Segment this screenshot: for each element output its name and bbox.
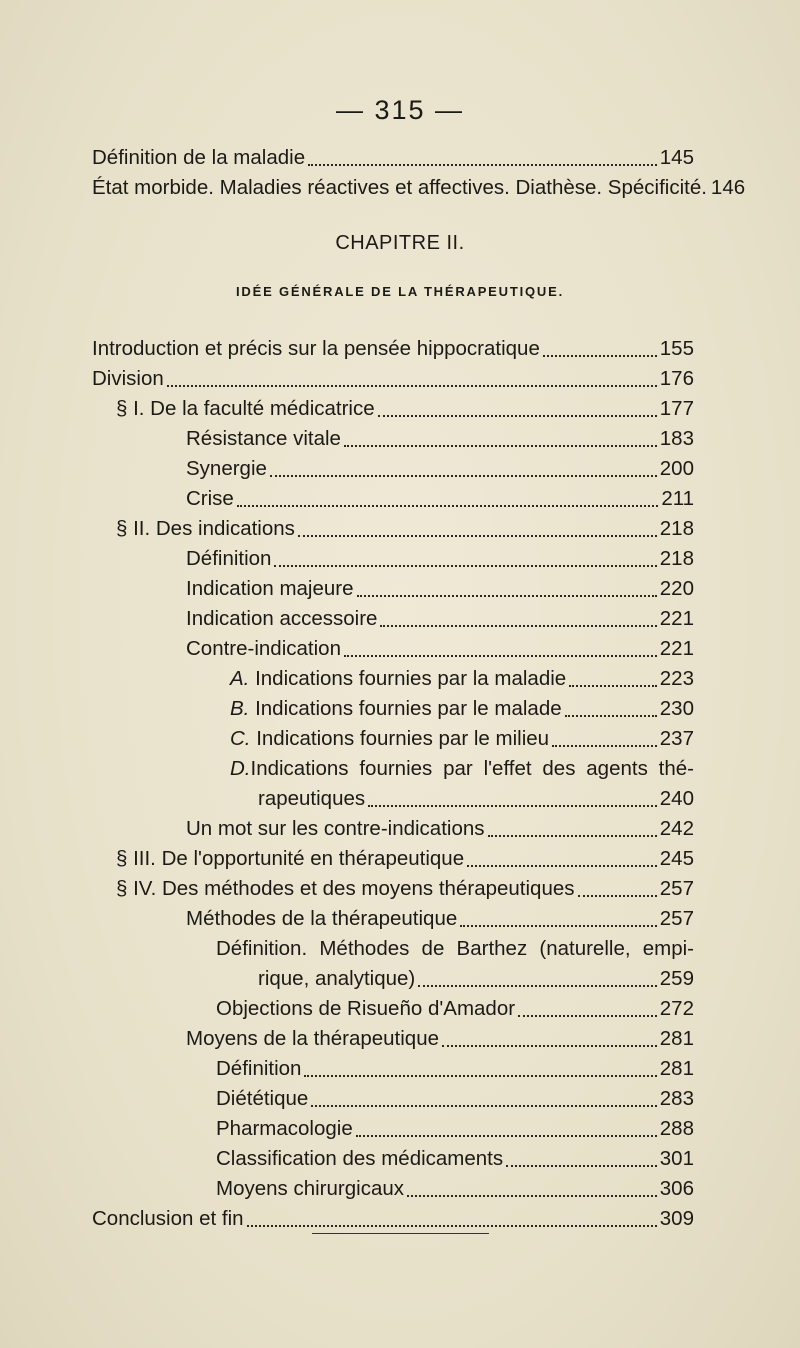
toc-entry [186,604,694,634]
leader-dots [378,415,657,417]
toc-entry-text: Méthodes de la thérapeutique [186,907,458,930]
toc-entry [116,514,694,544]
leader-dots [167,385,657,387]
toc-entry-page: 272 [659,997,694,1020]
toc-entry-label [216,1144,503,1174]
leader-dots [368,805,657,807]
toc-entry-letter: D. [230,757,251,780]
leader-dots [518,1015,657,1017]
toc-entry-page: 221 [659,637,694,660]
leader-dots [304,1075,656,1077]
toc-entry [186,544,694,574]
toc-entry-page: 237 [659,727,694,750]
toc-entry-label [186,604,377,634]
toc-entry-page: 259 [659,967,694,990]
toc-entry-page: 221 [659,607,694,630]
toc-entry [116,394,694,424]
toc-entry-label [92,334,540,364]
toc-entry-label [116,874,575,904]
toc-entry-text: Indications fournies par l'effet des agents thé- [250,757,694,780]
toc-entry [216,1114,694,1144]
leader-dots [344,445,657,447]
toc-entry [186,424,694,454]
leader-dots [311,1105,656,1107]
toc-entry-text: Moyens chirurgicaux [216,1177,404,1200]
toc-entry [116,874,694,904]
leader-dots [467,865,657,867]
toc-entry-label [186,814,485,844]
toc-entry-label [216,934,694,964]
toc-entry-page: 281 [659,1027,694,1050]
toc-entry-text: Résistance vitale [186,427,341,450]
toc-entry [258,964,694,994]
toc-entry [186,814,694,844]
toc-entry-text: Contre-indication [186,637,341,660]
leader-dots [298,535,657,537]
toc-entry-label [230,694,562,724]
toc-entry-label [216,1114,353,1144]
toc-entry-page: 309 [659,1207,694,1230]
toc-entry-label [186,634,341,664]
toc-entry-text: rapeutiques [258,787,366,810]
toc-entry-text: Division [92,367,164,390]
toc-entry-text: Définition [186,547,272,570]
toc-entry-label [186,1024,439,1054]
leader-dots [543,355,657,357]
leader-dots [418,985,657,987]
leader-dots [442,1045,657,1047]
toc-entry-text: Un mot sur les contre-indications [186,817,485,840]
toc-entry-text: Synergie [186,457,267,480]
toc-entry-text: Indications fournies par le malade [255,697,562,720]
toc-entry-page: 306 [659,1177,694,1200]
leader-dots [357,595,657,597]
chapter-title: CHAPITRE II. [335,232,465,254]
toc-entry-label [116,514,295,544]
toc-entry-text: Indications fournies par le milieu [256,727,550,750]
toc-entry-page: 200 [659,457,694,480]
toc-entry-page: 155 [659,337,694,360]
toc-entry-text: Pharmacologie [216,1117,353,1140]
leader-dots [565,715,657,717]
toc-entry-page: 230 [659,697,694,720]
toc-entry [116,844,694,874]
toc-entry-page: 257 [659,877,694,900]
toc-entry-label: État morbide. Maladies réactives et affectives. Diathèse. Spécificité. [92,176,707,199]
toc-entry-text: Conclusion et fin [92,1207,244,1230]
toc-entry [230,754,694,784]
toc-entry-label [186,484,234,514]
toc-entry [92,173,746,203]
toc-entry-page: 242 [659,817,694,840]
leader-dots [506,1165,657,1167]
toc-entry [92,364,694,394]
toc-entry-label [216,1174,404,1204]
toc-entry-label [186,904,457,934]
leader-dots [460,925,657,927]
toc-entry-page: 223 [659,667,694,690]
toc-entry-text: Définition [216,1057,302,1080]
toc-entry-label [186,574,354,604]
toc-entry-page: 281 [659,1057,694,1080]
toc-entry [216,1144,694,1174]
toc-entry-page: 183 [659,427,694,450]
toc-entry-label [216,1084,308,1114]
toc-entry [186,904,694,934]
toc-entry-page: 177 [659,397,694,420]
toc-entry-page: 257 [659,907,694,930]
toc-entry-page: 301 [659,1147,694,1170]
toc-entry-text: Moyens de la thérapeutique [186,1027,440,1050]
toc-entry [216,1174,694,1204]
leader-dots [552,745,657,747]
leader-dots [274,565,656,567]
toc-entry [258,784,694,814]
leader-dots [569,685,657,687]
toc-entry-page: 220 [659,577,694,600]
toc-entry-text: § II. Des indications [116,517,295,540]
leader-dots [344,655,657,657]
toc-entry-label [230,724,549,754]
leader-dots [356,1135,657,1137]
leader-dots [407,1195,657,1197]
toc-entry-text: Objections de Risueño d'Amador [216,997,516,1020]
toc-entry-label [230,754,694,784]
toc-entry-page: 245 [659,847,694,870]
toc-entry [92,334,694,364]
toc-entry-text: Diététique [216,1087,309,1110]
toc-entry-page: 211 [661,487,694,510]
toc-entry-text: Introduction et précis sur la pensée hippocratique [92,337,540,360]
toc-entry-page: 283 [659,1087,694,1110]
toc-entry-page: 240 [659,787,694,810]
toc-entry-page: 146 [710,176,746,199]
toc-entry [216,994,694,1024]
leader-dots [270,475,657,477]
toc-entry [186,1024,694,1054]
toc-entry-page: 176 [659,367,694,390]
toc-entry [216,1054,694,1084]
toc-entry-page: 218 [659,547,694,570]
toc-entry-label [92,364,164,394]
leader-dots [380,625,656,627]
toc-entry-label [186,424,341,454]
toc-entry-text: § III. De l'opportunité en thérapeutique [116,847,465,870]
toc-entry [186,484,694,514]
leader-dots [237,505,658,507]
toc-entry-text: Indications fournies par la maladie [255,667,567,690]
toc-entry-letter: A. [230,667,256,690]
toc-entry-text: Crise [186,487,234,510]
toc-entry-label [186,454,267,484]
toc-entry-text: Classification des médicaments [216,1147,504,1170]
toc-entry-page: 218 [659,517,694,540]
toc-entry-text: Indication majeure [186,577,354,600]
toc-entry-label [116,844,464,874]
chapter-subtitle: IDÉE GÉNÉRALE DE LA THÉRAPEUTIQUE. [236,284,564,299]
toc-entry-label [258,784,365,814]
toc-entry-text: rique, analytique) [258,967,416,990]
toc-entry-text: § IV. Des méthodes et des moyens thérapeutiques [116,877,575,900]
leader-dots [247,1225,657,1227]
toc-entry [186,454,694,484]
toc-entry-label [186,544,271,574]
page-number: — 315 — [335,95,465,125]
toc-entry-text: § I. De la faculté médicatrice [116,397,375,420]
toc-entry-page: 288 [659,1117,694,1140]
toc-entry-text: Définition. Méthodes de Barthez (naturelle, empi- [216,937,694,960]
toc-entry [186,634,694,664]
toc-entry-label [216,994,515,1024]
toc-entry-label [230,664,566,694]
toc-entry [230,664,694,694]
end-rule [312,1233,489,1234]
toc-entry [216,934,694,964]
toc-entry [230,694,694,724]
toc-entry [216,1084,694,1114]
toc-entry-text: Indication accessoire [186,607,378,630]
leader-dots [308,164,657,166]
toc-entry-letter: B. [230,697,256,720]
toc-entry [230,724,694,754]
leader-dots [578,895,657,897]
toc-entry-label [216,1054,301,1084]
leader-dots [488,835,657,837]
toc-entry-label: Définition de la maladie [92,146,306,169]
toc-entry [92,143,694,173]
toc-entry-letter: C. [230,727,257,750]
toc-entry-label [258,964,415,994]
toc-entry [186,574,694,604]
toc-entry-label [92,1204,244,1234]
toc-entry [92,1204,694,1234]
toc-entry-page: 145 [659,146,694,169]
toc-entry-label [116,394,375,424]
